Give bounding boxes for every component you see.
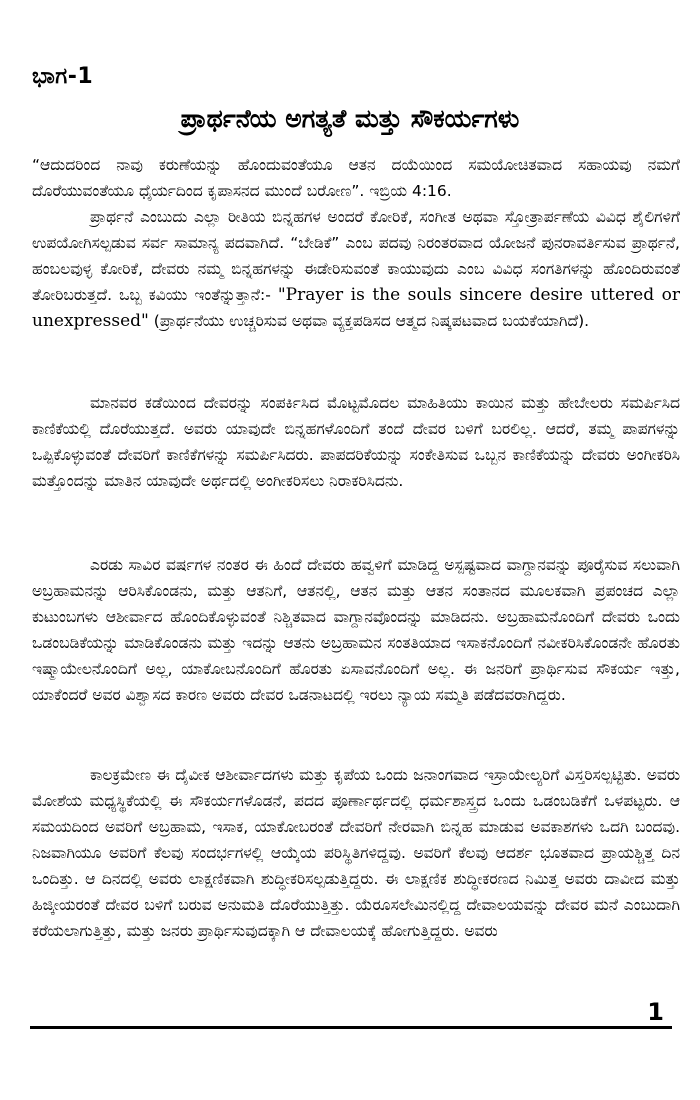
abraham-covenant-paragraph: ಎರಡು ಸಾವಿರ ವರ್ಷಗಳ ನಂತರ ಈ ಹಿಂದೆ ದೇವರು ಹವ್ವಳಿಗೆ ಮಾಡಿದ್ದ ಅಸ್ಪಷ್ಟವಾದ ವಾಗ್ದಾನವನ್ನು ಪೂರೈಸುವ ಸಲುವಾಗಿ ಅಬ್ರಹಾಮನನ್ನು ಆರಿಸಿಕೊಂಡನು, ಮತ್ತು ಆತನಿಗೆ, ಆತನಲ್ಲಿ, ಆತನ ಮತ್ತು ಆತನ ಸಂತಾನದ ಮೂಲಕವಾಗಿ ಪ್ರಪಂಚದ ಎಲ್ಲಾ ಕುಟುಂಬಗಳು ಆಶೀರ್ವಾದ ಹೊಂದಿಕೊಳ್ಳುವಂತೆ ನಿಶ್ಚಿತವಾದ ವಾಗ್ದಾನವೊಂದನ್ನು ಮಾಡಿದನು. ಅಬ್ರಹಾಮನೊಂದಿಗೆ ದೇವರು ಒಂದು ಒಡಂಬಡಿಕೆಯನ್ನು ಮಾಡಿಕೊಂಡನು ಮತ್ತು ಇದನ್ನು ಆತನು ಅಬ್ರಹಾಮನ ಸಂತತಿಯಾದ ಇಸಾಕನೊಂದಿಗೆ ನವೀಕರಿಸಿಕೊಂಡನೇ ಹೊರತು ಇಷ್ಮಾಯೇಲನೊಂದಿಗೆ ಅಲ್ಲ, ಯಾಕೋಬನೊಂದಿಗೆ ಹೊರತು ಏಸಾವನೊಂದಿಗೆ ಅಲ್ಲ. ಈ ಜನರಿಗೆ ಪ್ರಾರ್ಥಿಸುವ ಸೌಕರ್ಯ ಇತ್ತು, ಯಾಕೆಂದರೆ ಅವರ ವಿಶ್ವಾಸದ ಕಾರಣ ಅವರು ದೇವರ ಒಡನಾಟದಲ್ಲಿ ಇರಲು ನ್ಯಾಯ ಸಮ್ಮತಿ ಪಡೆದವರಾಗಿದ್ದರು.: [32, 556, 680, 704]
quote-translation: (ಪ್ರಾರ್ಥನೆಯು ಉಚ್ಚರಿಸುವ ಅಥವಾ ವ್ಯಕ್ತಪಡಿಸದ ಆತ್ಮದ ನಿಷ್ಕಪಟವಾದ ಬಯಕೆಯಾಗಿದೆ).: [153, 312, 590, 330]
prayer-definition-text: ಪ್ರಾರ್ಥನೆ ಎಂಬುದು ಎಲ್ಲಾ ರೀತಿಯ ಬಿನ್ನಹಗಳ ಅಂದರೆ ಕೋರಿಕೆ, ಸಂಗೀತ ಅಥವಾ ಸ್ತೋತ್ರಾರ್ಪಣೆಯ ವಿವಿಧ ಶೈಲಿಗಳಿಗೆ ಉಪಯೋಗಿಸಲ್ಪಡುವ ಸರ್ವ ಸಾಮಾನ್ಯ ಪದವಾಗಿದೆ. “ಬೇಡಿಕೆ” ಎಂಬ ಪದವು ನಿರಂತರವಾದ ಯೋಜನೆ ಪುನರಾವರ್ತಿಸುವ ಪ್ರಾರ್ಥನೆ, ಹಂಬಲವುಳ್ಳ ಕೋರಿಕೆ, ದೇವರು ನಮ್ಮ ಬಿನ್ನಹಗಳನ್ನು ಈಡೇರಿಸುವಂತೆ ಕಾಯುವುದು ಎಂಬ ವಿವಿಧ ಸಂಗತಿಗಳನ್ನು ಹೊಂದಿರುವಂತೆ ತೋರಿಬರುತ್ತದೆ. ಒಬ್ಬ ಕವಿಯು ಇಂತೆನ್ನುತ್ತಾನೆ:-: [32, 208, 680, 304]
part-label: ಭಾಗ-1: [32, 64, 94, 89]
paragraph-block-abraham: [32, 552, 680, 708]
paragraph-block-cain-abel: [32, 390, 680, 494]
page-number: 1: [647, 998, 664, 1026]
cain-abel-paragraph: ಮಾನವರ ಕಡೆಯಿಂದ ದೇವರನ್ನು ಸಂಪರ್ಕಿಸಿದ ಮೊಟ್ಟಮೊದಲ ಮಾಹಿತಿಯು ಕಾಯಿನ ಮತ್ತು ಹೇಬೇಲರು ಸಮರ್ಪಿಸಿದ ಕಾಣಿಕೆಯಲ್ಲಿ ದೊರೆಯುತ್ತದೆ. ಅವರು ಯಾವುದೇ ಬಿನ್ನಹಗಳೊಂದಿಗೆ ತಂದೆ ದೇವರ ಬಳಿಗೆ ಬರಲಿಲ್ಲ. ಆದರೆ, ತಮ್ಮ ಪಾಪಗಳನ್ನು ಒಪ್ಪಿಕೊಳ್ಳುವಂತೆ ದೇವರಿಗೆ ಕಾಣಿಕೆಗಳನ್ನು ಸಮರ್ಪಿಸಿದರು. ಪಾಪದರಿಕೆಯನ್ನು ಸಂಕೇತಿಸುವ ಒಬ್ಬನ ಕಾಣಿಕೆಯನ್ನು ದೇವರು ಅಂಗೀಕರಿಸಿ ಮತ್ತೊಂದನ್ನು ಮಾತಿನ ಯಾವುದೇ ಅರ್ಥದಲ್ಲಿ ಅಂಗೀಕರಿಸಲು ನಿರಾಕರಿಸಿದನು.: [32, 394, 680, 490]
paragraph-block-intro: [32, 152, 680, 334]
prayer-definition-paragraph: [32, 204, 680, 334]
english-quote: "Prayer is the souls sincere desire uttered or unexpressed": [32, 285, 680, 331]
paragraph-block-israel: [32, 762, 680, 944]
chapter-title: ಪ್ರಾರ್ಥನೆಯ ಅಗತ್ಯತೆ ಮತ್ತು ಸೌಕರ್ಯಗಳು: [180, 104, 520, 133]
israel-paragraph: ಕಾಲಕ್ರಮೇಣ ಈ ದೈವೀಕ ಆಶೀರ್ವಾದಗಳು ಮತ್ತು ಕೃಪೆಯ ಒಂದು ಜನಾಂಗವಾದ ಇಸ್ರಾಯೇಲ್ಯರಿಗೆ ವಿಸ್ತರಿಸಲ್ಪಟ್ಟಿತು. ಅವರು ಮೋಶೆಯ ಮಧ್ಯಸ್ಥಿಕೆಯಲ್ಲಿ ಈ ಸೌಕರ್ಯಗಳೊಡನೆ, ಪದದ ಪೂರ್ಣಾರ್ಥದಲ್ಲಿ ಧರ್ಮಶಾಸ್ತ್ರದ ಒಂದು ಒಡಂಬಡಿಕೆಗೆ ಒಳಪಟ್ಟರು. ಆ ಸಮಯದಿಂದ ಅವರಿಗೆ ಅಬ್ರಹಾಮ, ಇಸಾಕ, ಯಾಕೋಬರಂತೆ ದೇವರಿಗೆ ನೇರವಾಗಿ ಬಿನ್ನಹ ಮಾಡುವ ಅವಕಾಶಗಳು ಒದಗಿ ಬಂದವು. ನಿಜವಾಗಿಯೂ ಅವರಿಗೆ ಕೆಲವು ಸಂದರ್ಭಗಳಲ್ಲಿ ಆಯ್ಕೆಯ ಪರಿಸ್ಥಿತಿಗಳಿದ್ದವು. ಅವರಿಗೆ ಕೆಲವು ಆದರ್ಶ ಭೂತವಾದ ಪ್ರಾಯಶ್ಚಿತ್ತ ದಿನ ಒಂದಿತ್ತು. ಆ ದಿನದಲ್ಲಿ ಅವರು ಲಾಕ್ಷಣಿಕವಾಗಿ ಶುದ್ಧೀಕರಿಸಲ್ಪಡುತ್ತಿದ್ದರು. ಈ ಲಾಕ್ಷಣಿಕ ಶುದ್ಧೀಕರಣದ ನಿಮಿತ್ತ ಅವರು ದಾವೀದ ಮತ್ತು ಹಿಜ್ಕೀಯರಂತೆ ದೇವರ ಬಳಿಗೆ ಬರುವ ಅನುಮತಿ ದೊರೆಯುತ್ತಿತ್ತು. ಯೆರೂಸಲೇಮಿನಲ್ಲಿದ್ದ ದೇವಾಲಯವನ್ನು ದೇವರ ಮನೆ ಎಂಬುದಾಗಿ ಕರೆಯಲಾಗುತ್ತಿತ್ತು, ಮತ್ತು ಜನರು ಪ್ರಾರ್ಥಿಸುವುದಕ್ಕಾಗಿ ಆ ದೇವಾಲಯಕ್ಕೆ ಹೋಗುತ್ತಿದ್ದರು. ಅವರು: [32, 766, 680, 940]
footer-rule: [30, 1026, 672, 1029]
scripture-quote-paragraph: “ಆದುದರಿಂದ ನಾವು ಕರುಣೆಯನ್ನು ಹೊಂದುವಂತೆಯೂ ಆತನ ದಯೆಯಿಂದ ಸಮಯೋಚಿತವಾದ ಸಹಾಯವು ನಮಗೆ ದೊರೆಯುವಂತೆಯೂ ಧೈರ್ಯದಿಂದ ಕೃಪಾಸನದ ಮುಂದೆ ಬರೋಣ”. ಇಬ್ರಿಯ 4:16.: [32, 156, 680, 200]
